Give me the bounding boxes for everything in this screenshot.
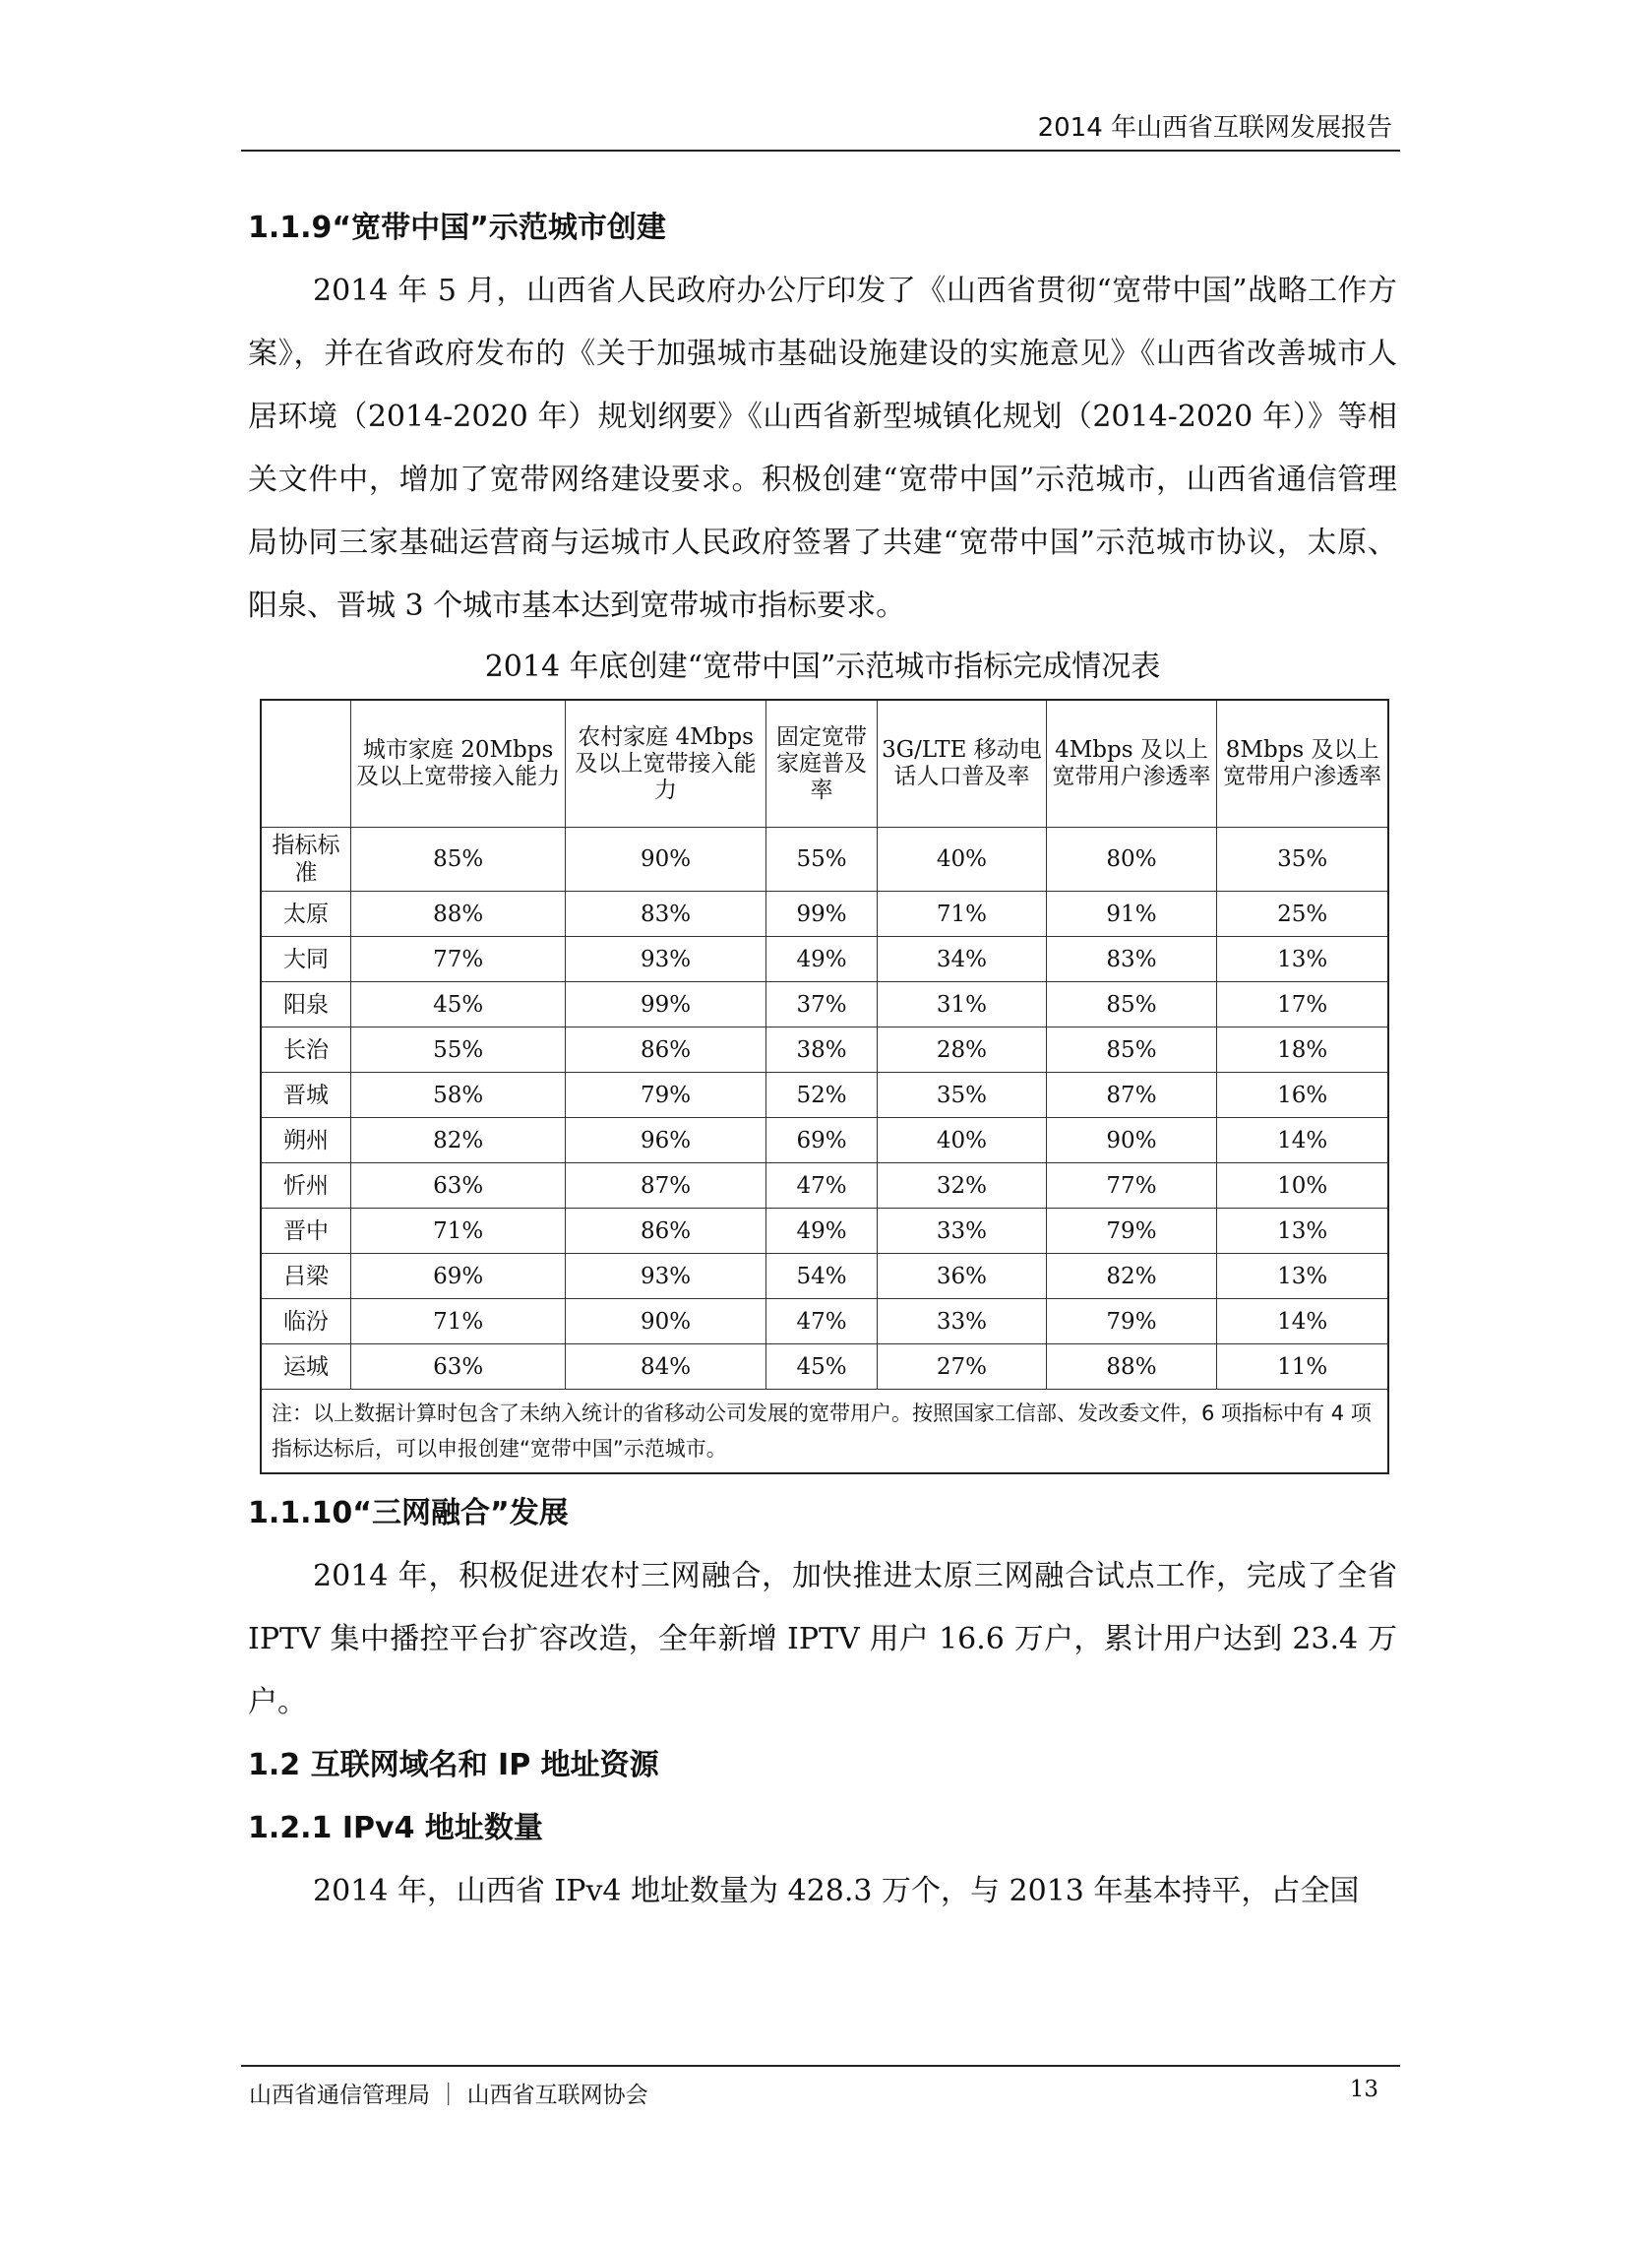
table-cell: 93% <box>566 1254 766 1299</box>
table-cell: 38% <box>765 1028 877 1073</box>
table-row-label: 阳泉 <box>261 982 351 1028</box>
table-cell: 99% <box>765 892 877 937</box>
table-header-row <box>261 700 1388 828</box>
table-row <box>261 1118 1388 1163</box>
table-cell: 63% <box>351 1344 566 1390</box>
table-row-label: 长治 <box>261 1028 351 1073</box>
table-cell: 35% <box>1217 828 1388 892</box>
table-row-standard <box>261 828 1388 892</box>
table-cell: 86% <box>566 1209 766 1254</box>
table-cell: 34% <box>878 937 1046 982</box>
table-cell: 36% <box>878 1254 1046 1299</box>
table-row <box>261 1344 1388 1390</box>
table-cell: 33% <box>878 1299 1046 1344</box>
table-row <box>261 1073 1388 1118</box>
table-cell: 79% <box>1046 1299 1217 1344</box>
table-cell: 79% <box>1046 1209 1217 1254</box>
table-row-label: 晋中 <box>261 1209 351 1254</box>
section-heading-1-1-10: 1.1.10“三网融合”发展 <box>248 1496 569 1530</box>
footer-organizations: 山西省通信管理局 ｜ 山西省互联网协会 <box>249 2083 648 2108</box>
table-cell: 90% <box>1046 1118 1217 1163</box>
table-header-cell: 农村家庭 4Mbps 及以上宽带接入能力 <box>566 700 766 828</box>
table-body <box>261 828 1388 1390</box>
table-cell: 16% <box>1217 1073 1388 1118</box>
table-cell: 88% <box>1046 1344 1217 1390</box>
table-cell: 47% <box>765 1299 877 1344</box>
table-header-cell: 城市家庭 20Mbps 及以上宽带接入能力 <box>351 700 566 828</box>
table-cell: 96% <box>566 1118 766 1163</box>
page-number: 13 <box>1349 2077 1378 2102</box>
section-paragraph-1-1-9: 2014 年 5 月，山西省人民政府办公厅印发了《山西省贯彻“宽带中国”战略工作方案》，并在省政府发布的《关于加强城市基础设施建设的实施意见》《山西省改善城市人居环境（2014-2020 年）规划纲要》《山西省新型城镇化规划（2014-2020 年）》等相关文件中，增加了宽带网络建设要求。积极创建“宽带中国”示范城市，山西省通信管理局协同三家基础运营商与运城市人民政府签署了共建“宽带中国”示范城市协议，太原、阳泉、晋城 3 个城市基本达到宽带城市指标要求。 <box>248 274 1397 623</box>
table-note: 注：以上数据计算时包含了未纳入统计的省移动公司发展的宽带用户。按照国家工信部、发改委文件，6 项指标中有 4 项指标达标后，可以申报创建“宽带中国”示范城市。 <box>261 1390 1388 1474</box>
table-cell: 85% <box>1046 982 1217 1028</box>
table-cell: 71% <box>351 1209 566 1254</box>
table-cell: 88% <box>351 892 566 937</box>
table-cell: 47% <box>765 1163 877 1209</box>
table-cell: 87% <box>566 1163 766 1209</box>
table-cell: 13% <box>1217 1209 1388 1254</box>
table-cell: 25% <box>1217 892 1388 937</box>
table-cell: 55% <box>351 1028 566 1073</box>
table-cell: 90% <box>566 1299 766 1344</box>
table-cell: 14% <box>1217 1118 1388 1163</box>
table-row-label: 晋城 <box>261 1073 351 1118</box>
table-cell: 40% <box>878 828 1046 892</box>
table-row <box>261 1299 1388 1344</box>
table-cell: 86% <box>566 1028 766 1073</box>
table-cell: 87% <box>1046 1073 1217 1118</box>
table-cell: 11% <box>1217 1344 1388 1390</box>
table-cell: 40% <box>878 1118 1046 1163</box>
table-header-cell: 8Mbps 及以上宽带用户渗透率 <box>1217 700 1388 828</box>
section-heading-1-2-1: 1.2.1 IPv4 地址数量 <box>248 1811 543 1845</box>
table-cell: 32% <box>878 1163 1046 1209</box>
table-header-cell: 3G/LTE 移动电话人口普及率 <box>878 700 1046 828</box>
table-cell: 71% <box>351 1299 566 1344</box>
table-cell: 63% <box>351 1163 566 1209</box>
table-cell: 45% <box>765 1344 877 1390</box>
table-cell: 77% <box>351 937 566 982</box>
table-cell: 13% <box>1217 1254 1388 1299</box>
table-header-cell: 4Mbps 及以上宽带用户渗透率 <box>1046 700 1217 828</box>
table-cell: 54% <box>765 1254 877 1299</box>
page-footer <box>241 2065 1400 2106</box>
page-header <box>241 106 1400 152</box>
table-cell: 69% <box>351 1254 566 1299</box>
table-cell: 85% <box>351 828 566 892</box>
table-cell: 85% <box>1046 1028 1217 1073</box>
table-cell: 83% <box>566 892 766 937</box>
table-header-cell: 固定宽带家庭普及率 <box>765 700 877 828</box>
table-cell: 33% <box>878 1209 1046 1254</box>
table-row-label: 忻州 <box>261 1163 351 1209</box>
table-cell: 27% <box>878 1344 1046 1390</box>
table-cell: 79% <box>566 1073 766 1118</box>
main-content <box>248 197 1397 1923</box>
table-cell: 91% <box>1046 892 1217 937</box>
table-cell: 18% <box>1217 1028 1388 1073</box>
table-row-label: 运城 <box>261 1344 351 1390</box>
table-cell: 31% <box>878 982 1046 1028</box>
table-cell: 17% <box>1217 982 1388 1028</box>
table-row-label: 临汾 <box>261 1299 351 1344</box>
table-cell: 83% <box>1046 937 1217 982</box>
table-row <box>261 1209 1388 1254</box>
table-note-row <box>261 1390 1388 1474</box>
table-cell: 69% <box>765 1118 877 1163</box>
table-row-label: 大同 <box>261 937 351 982</box>
table-cell: 45% <box>351 982 566 1028</box>
table-row <box>261 1254 1388 1299</box>
table-cell: 13% <box>1217 937 1388 982</box>
section-paragraph-1-2-1: 2014 年，山西省 IPv4 地址数量为 428.3 万个，与 2013 年基本持平，占全国 <box>313 1874 1360 1908</box>
table-header-cell <box>261 700 351 828</box>
table-caption: 2014 年底创建“宽带中国”示范城市指标完成情况表 <box>484 650 1161 684</box>
table-row <box>261 937 1388 982</box>
section-paragraph-1-1-10: 2014 年，积极促进农村三网融合，加快推进太原三网融合试点工作，完成了全省 IPTV 集中播控平台扩容改造，全年新增 IPTV 用户 16.6 万户，累计用户达到 23.4 万户。 <box>248 1559 1397 1719</box>
section-heading-1-2: 1.2 互联网域名和 IP 地址资源 <box>248 1748 659 1782</box>
table-cell: 55% <box>765 828 877 892</box>
table-cell: 10% <box>1217 1163 1388 1209</box>
table-cell: 82% <box>351 1118 566 1163</box>
table-cell: 49% <box>765 1209 877 1254</box>
table-row-label: 指标标准 <box>261 828 351 892</box>
table-cell: 52% <box>765 1073 877 1118</box>
indicator-table <box>260 699 1389 1474</box>
table-row-label: 吕梁 <box>261 1254 351 1299</box>
table-cell: 71% <box>878 892 1046 937</box>
report-title: 2014 年山西省互联网发展报告 <box>1037 113 1392 143</box>
table-cell: 80% <box>1046 828 1217 892</box>
section-heading-1-1-9: 1.1.9“宽带中国”示范城市创建 <box>248 211 666 245</box>
table-row-label: 朔州 <box>261 1118 351 1163</box>
table-cell: 82% <box>1046 1254 1217 1299</box>
table-cell: 37% <box>765 982 877 1028</box>
table-row <box>261 1163 1388 1209</box>
table-cell: 58% <box>351 1073 566 1118</box>
table-cell: 77% <box>1046 1163 1217 1209</box>
table-cell: 99% <box>566 982 766 1028</box>
table-cell: 84% <box>566 1344 766 1390</box>
table-cell: 90% <box>566 828 766 892</box>
table-cell: 49% <box>765 937 877 982</box>
table-cell: 28% <box>878 1028 1046 1073</box>
table-row <box>261 1028 1388 1073</box>
table-cell: 35% <box>878 1073 1046 1118</box>
table-row <box>261 982 1388 1028</box>
table-row-label: 太原 <box>261 892 351 937</box>
table-row <box>261 892 1388 937</box>
table-cell: 93% <box>566 937 766 982</box>
table-cell: 14% <box>1217 1299 1388 1344</box>
